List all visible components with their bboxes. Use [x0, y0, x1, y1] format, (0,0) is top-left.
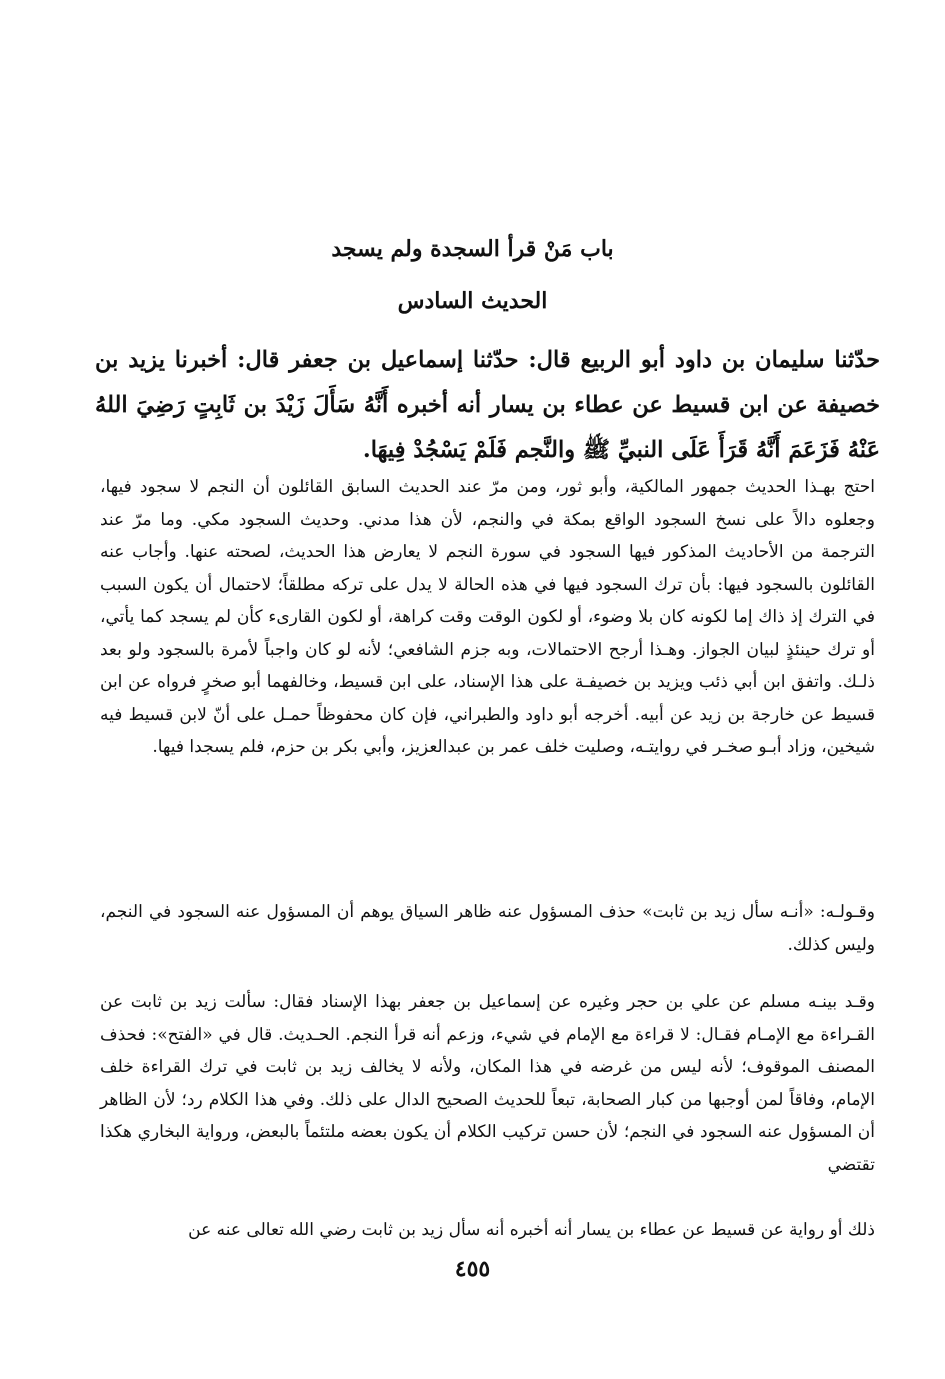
hadith-heading: الحديث السادس — [397, 288, 548, 314]
commentary-paragraph: احتج بهـذا الحديث جمهور المالكية، وأبو ثور، ومن مرّ عند الحديث السابق القائلون أن النجم لا سجود فيها، وجعلوه دالاً على نسخ السجود الواقع بمكة في والنجم، لأن هذا مدني. وحديث السجود مكي. وما مرّ عند الترجمة من الأحاديث المذكور فيها السجود في سورة النجم لا يعارض هذا الحديث، لصحته عنها. وأجاب عنه القائلون بالسجود فيها: بأن ترك السجود فيها في هذه الحالة لا يدل على تركه مطلقاً؛ لاحتمال أن يكون السبب في الترك إذ ذاك إما لكونه كان بلا وضوء، أو لكون الوقت وقت كراهة، أو لكون القارىء كأن لم يسجد كما يأتي، أو ترك حينئذٍ لبيان الجواز. وهـذا أرجح الاحتمالات، وبه جزم الشافعي؛ لأنه لو كان واجباً لأمرة بالسجود ولو بعد ذلـك. واتفق ابن أبي ذئب ويزيد بن خصيفـة على هذا الإسناد، على ابن قسيط، وخالفهما أبو صخرٍ فرواه عن ابن قسيط عن خارجة بن زيد عن أبيه. أخرجه أبو داود والطبراني، فإن كان محفوظاً حمـل على أنّ لابن قسيط فيه شيخين، وزاد أبـو صخـر في روايتـه، وصليت خلف عمر بن عبدالعزيز، وأبي بكر بن حزم، فلم يسجدا فيها. — [100, 477, 875, 757]
chapter-title: باب مَنْ قرأ السجدة ولم يسجد — [331, 236, 614, 262]
commentary-paragraph: وقـد بينـه مسلم عن علي بن حجر وغيره عن إسماعيل بن جعفر بهذا الإسناد فقال: سألت زيد بن ثابت عن القـراءة مع الإمـام فقـال: لا قراءة مع الإمام في شيء، وزعم أنه قرأ النجم. الحـديث. قال في «الفتح»: فحذف المصنف الموقوف؛ لأنه ليس من غرضه في هذا المكان، ولأنه لا يخالف زيد بن ثابت في ترك القراءة خلف الإمام، وفاقاً لمن أوجبها من كبار الصحابة، تبعاً للحديث الصحيح الدال على ذلك. وفي هذا الكلام رد؛ لأن الظاهر أن المسؤول عنه السجود في النجم؛ لأن حسن تركيب الكلام أن يكون بعضه ملتئماً بالبعض، ورواية البخاري هكذا تقتضي — [100, 992, 875, 1175]
commentary-paragraph: ذلك أو رواية عن قسيط عن عطاء بن يسار أنه أخبره أنه سأل زيد بن ثابت رضي الله تعالى عنه عن — [188, 1220, 875, 1240]
page-number: ٤٥٥ — [454, 1256, 491, 1282]
commentary-paragraph: وقـولـه: «أنـه سأل زيد بن ثابت» حذف المسؤول عنه ظاهر السياق يوهم أن المسؤول عنه السجود في النجم، وليس كذلك. — [100, 902, 875, 955]
hadith-text: حدّثنا سليمان بن داود أبو الربيع قال: حدّثنا إسماعيل بن جعفر قال: أخبرنا يزيد بن خصيفة عن ابن قسيط عن عطاء بن يسار أنه أخبره أَنَّهُ سَأَلَ زَيْدَ بن ثَابِتٍ رَضِيَ اللهُ عَنْهُ فَزَعَمَ أَنَّهُ قَرَأَ عَلَى النبيِّ ﷺ والنَّجم فَلَمْ يَسْجُدْ فِيهَا. — [95, 347, 880, 463]
